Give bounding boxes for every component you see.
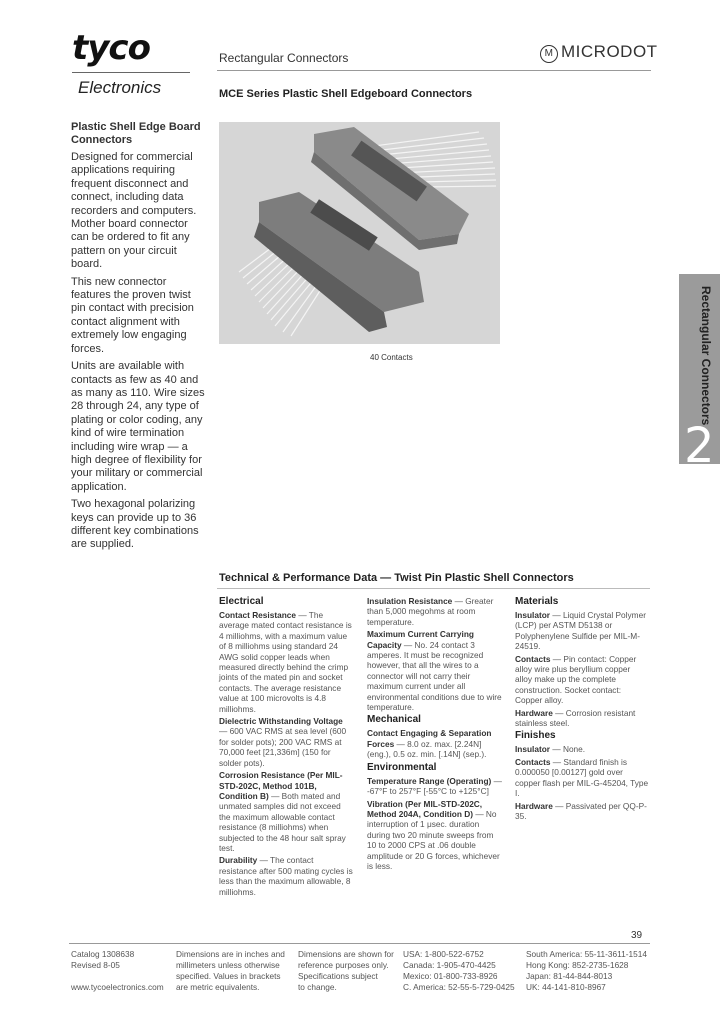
footer-line: USA: 1-800-522-6752 [403,949,484,959]
electrical-column [219,596,353,899]
spec-item [367,799,503,872]
spec-term: Insulator [515,610,551,620]
footer-line: C. America: 52-55-5-729-0425 [403,982,515,992]
spec-item [515,801,649,822]
footer-contacts-americas [403,949,518,993]
footer-reference-note [298,949,394,993]
footer-line: Dimensions are in inches and [176,949,285,959]
intro-paragraph: Designed for commercial applications requiring frequent disconnect and connect, including data recorders and computers. Mother board connector can be ordered to fit any pattern on your circuit board. [71,151,197,271]
spec-item [515,654,649,706]
spec-term: Maximum Current Carrying Capacity [367,629,474,650]
mechanical-heading: Mechanical [367,714,421,726]
spec-text: — The contact resistance after 500 mating cycles is less than the maximum allowable, 8 milliohms. [219,855,353,897]
spec-text: — No interruption of 1 μsec. duration during two 20 minute sweeps from 10 to 2000 CPS at .06 double amplitude or 20 G forces, whichever is less. [367,808,500,871]
footer-divider [69,943,650,944]
spec-term: Contact Engaging & Separation Forces [367,728,492,749]
page-number: 39 [631,930,643,941]
spec-text: — Passivated per QQ-P-35. [515,800,647,821]
footer-line: to change. [298,982,337,992]
footer-line: millimeters unless otherwise [176,960,280,970]
spec-term: Temperature Range (Operating) [367,775,492,786]
spec-item [219,770,353,853]
category-title: Rectangular Connectors [219,51,349,65]
spec-text: — Both mated and unmated samples did not exceed the maximum allowable contact resistance (8 milliohms) when subjected to the 48 hour salt spray test. [219,790,346,853]
header-divider [217,70,651,71]
intro-paragraph: Two hexagonal polarizing keys can provide up to 36 different key combinations are supplied. [71,498,199,551]
footer-line: Mexico: 01-800-733-8926 [403,971,498,981]
spec-term: Contacts [515,653,551,664]
spec-item [515,708,649,729]
section-tab-label: Rectangular Connectors [699,286,713,426]
intro-column [71,121,206,556]
electrical-heading: Electrical [219,596,264,607]
spec-term: Contacts [515,756,551,767]
connector-illustration [219,122,500,344]
spec-text: — Standard finish is 0.000050 [0.00127] gold over copper flash per MIL-G-45204, Type I. [515,756,649,799]
spec-term: Hardware [515,707,553,718]
spec-term: Durability [219,855,258,866]
environmental-heading: Environmental [367,761,437,773]
spec-term: Hardware [515,800,553,811]
spec-text: — -67°F to 257°F [-55°C to +125°C] [367,775,502,797]
tyco-logo: tyco [72,28,150,68]
spec-item [367,596,503,627]
spec-text: — Pin contact: Copper alloy wire plus beryllium copper alloy make up the complete construction. Socket contact: Copper alloy. [515,653,637,706]
electronics-logo-text: Electronics [78,78,162,97]
spec-text: — None. [550,744,586,755]
footer-line: specified. Values in brackets [176,971,281,981]
series-title: MCE Series Plastic Shell Edgeboard Connectors [219,88,473,100]
intro-paragraph: This new connector features the proven twist pin contact with precision contact alignment with extremely low engaging forces. [71,275,194,355]
spec-term: Dielectric Withstanding Voltage [219,716,343,727]
spec-item [219,610,353,714]
footer-line: Canada: 1-905-470-4425 [403,960,496,970]
spec-item [515,744,649,754]
footer-line: Catalog 1308638 [71,949,135,959]
footer-line: Dimensions are shown for [298,949,394,959]
spec-text: — Greater than 5,000 megohms at room temperature. [367,596,494,627]
footer-line: reference purposes only. [298,960,389,970]
spec-term: Insulator [515,744,551,755]
materials-column [515,596,649,823]
spec-text: — 8.0 oz. max. [2.24N] (eng.), 0.5 oz. min. [.14N] (sep.). [367,738,487,760]
footer-line: Specifications subject [298,971,378,981]
spec-text: — 600 VAC RMS at sea level (600 for solder pots); 200 VAC RMS at 70,000 feet [21,336m] (150 for solder pots). [219,726,347,768]
spec-term: Insulation Resistance [367,596,453,606]
footer-website-link[interactable]: www.tycoelectronics.com [71,982,164,992]
spec-item [515,610,649,652]
footer-line: are metric equivalents. [176,982,260,992]
mechanical-environmental-column [367,596,503,873]
tech-data-title: Technical & Performance Data — Twist Pin Plastic Shell Connectors [219,572,574,584]
footer-line: Japan: 81-44-844-8013 [526,971,613,981]
connector-photo [219,122,500,344]
footer-line: Revised 8-05 [71,960,120,970]
logo-divider [72,72,190,73]
spec-text: — The average mated contact resistance is 4 milliohms, with a maximum value of 8 milliohms using standard 24 AWG solid copper leads when measured directly behind the crimp joints of the mated pin and socket contacts. The average resistance value at 100 microvolts is 4.8 milliohms. [219,610,352,714]
spec-text: — No. 24 contact 3 amperes. It must be recognized however, that all the wires to a connector will not carry their maximum current under all environmental conditions due to wire temperature. [367,639,502,713]
spec-text: — Corrosion resistant stainless steel. [515,707,636,729]
spec-item [219,716,353,768]
footer-contacts-international [526,949,651,993]
footer-line: Hong Kong: 852-2735-1628 [526,960,629,970]
spec-item [367,728,503,759]
tech-data-divider [217,588,650,589]
spec-item [515,757,649,799]
spec-text: — Liquid Crystal Polymer (LCP) per ASTM D5138 or Polyphenylene Sulfide per MIL-M-24519. [515,610,646,652]
intro-paragraph: Units are available with contacts as few as 40 and as many as 110. Wire sizes 28 through 24, any type of plating or color coding, any kind of wire termination including wire wrap — a high degree of flexibility for your military or commercial application. [71,360,205,493]
spec-item [367,776,503,797]
spec-term: Corrosion Resistance (Per MIL-STD-202C, Method 101B, Condition B) [219,770,343,801]
microdot-name: MICRODOT [561,42,658,61]
spec-term: Contact Resistance [219,610,297,620]
footer-line: South America: 55-11-3611-1514 [526,949,647,959]
footer-line: UK: 44-141-810-8967 [526,982,606,992]
finishes-heading: Finishes [515,730,556,742]
microdot-brand [540,42,658,63]
spec-item [219,855,353,897]
microdot-logo-icon: M [540,45,558,63]
figure-caption: 40 Contacts [370,353,413,362]
materials-heading: Materials [515,596,559,607]
footer-catalog [71,949,171,993]
footer-dimensions-note [176,949,291,993]
spec-item [367,629,503,712]
footer-line [71,971,171,982]
intro-heading: Plastic Shell Edge Board Connectors [71,121,201,146]
spec-term: Vibration (Per MIL-STD-202C, Method 204A, Condition D) [367,798,483,819]
section-tab-number: 2 [684,418,715,474]
